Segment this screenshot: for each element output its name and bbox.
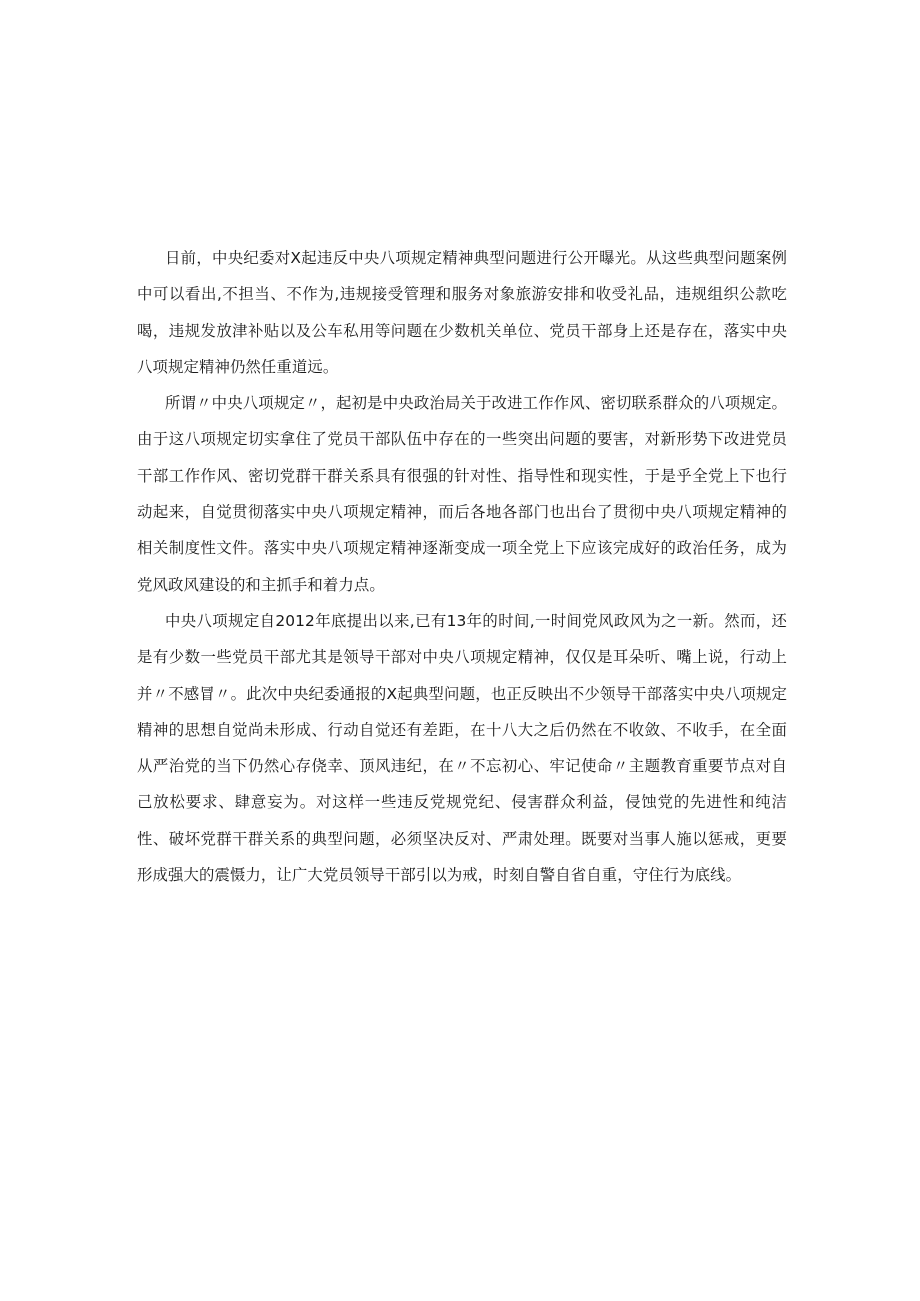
paragraph-conclusion: 中央八项规定自2012年底提出以来,已有13年的时间,一时间党风政风为之一新。然而，还是有少数一些党员干部尤其是领导干部对中央八项规定精神，仅仅是耳朵听、嘴上说，行动上并〃不感冒〃。此次中央纪委通报的X起典型问题，也正反映出不少领导干部落实中央八项规定精神的思想自觉尚未形成、行动自觉还有差距，在十八大之后仍然在不收敛、不收手，在全面从严治党的当下仍然心存侥幸、顶风违纪，在〃不忘初心、牢记使命〃主题教育重要节点对自己放松要求、肆意妄为。对这样一些违反党规党纪、侵害群众利益，侵蚀党的先进性和纯洁性、破坏党群干群关系的典型问题，必须坚决反对、严肃处理。既要对当事人施以惩戒，更要形成强大的震慑力，让广大党员领导干部引以为戒，时刻自警自省自重，守住行为底线。: [137, 611, 787, 885]
paragraph-definition: 所谓〃中央八项规定〃，起初是中央政治局关于改进工作作风、密切联系群众的八项规定。由于这八项规定切实拿住了党员干部队伍中存在的一些突出问题的要害，对新形势下改进党员干部工作作风、密切党群干群关系具有很强的针对性、指导性和现实性，于是乎全党上下也行动起来，自觉贯彻落实中央八项规定精神，而后各地各部门也出台了贯彻中央八项规定精神的相关制度性文件。落实中央八项规定精神逐渐变成一项全党上下应该完成好的政治任务，成为党风政风建设的和主抓手和着力点。: [137, 394, 787, 594]
document-body: [137, 240, 787, 893]
paragraph-intro: 日前，中央纪委对X起违反中央八项规定精神典型问题进行公开曝光。从这些典型问题案例中可以看出,不担当、不作为,违规接受管理和服务对象旅游安排和收受礼品，违规组织公款吃喝，违规发放津补贴以及公车私用等问题在少数机关单位、党员干部身上还是存在，落实中央八项规定精神仍然任重道远。: [137, 249, 787, 376]
